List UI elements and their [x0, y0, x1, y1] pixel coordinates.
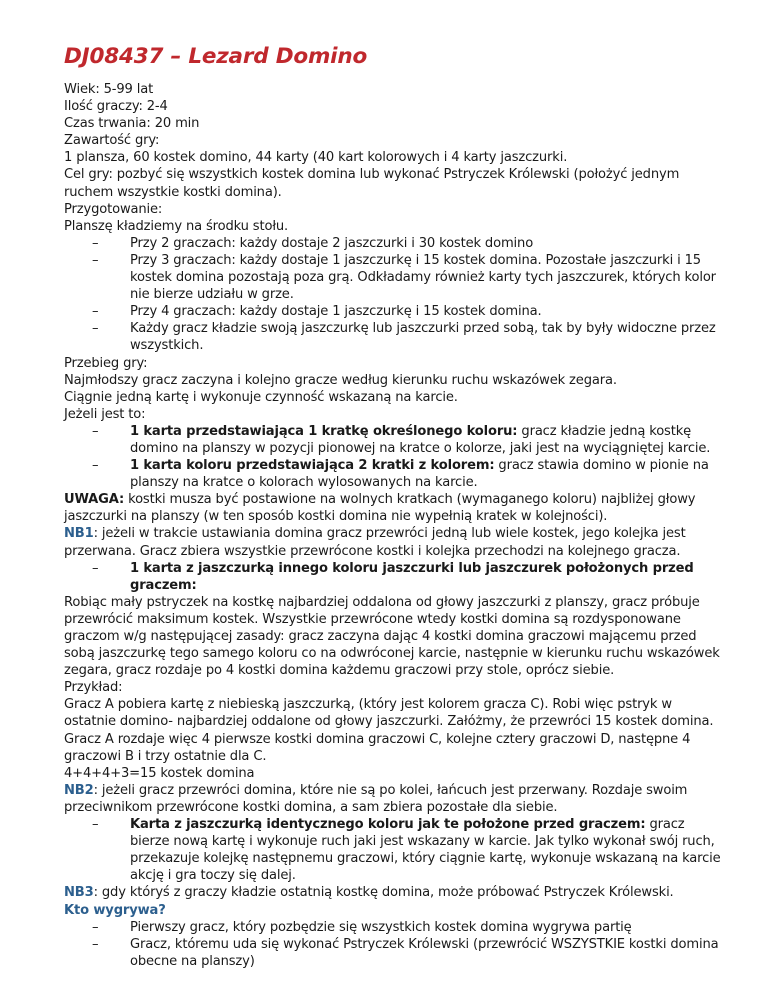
course-line-1: Najmłodszy gracz zaczyna i kolejno gracze według kierunku ruchu wskazówek zegara.	[64, 372, 617, 388]
example-text: Gracz A pobiera kartę z niebieską jaszczurką, (który jest kolorem gracza C). Robi więc pstryk w ostatnie domino- najbardziej oddalone od głowy jaszczurki. Załóżmy, że przewróci 15 kostek domina. Gracz A rozdaje więc 4 pierwsze kostki domina graczowi C, kolejne cztery graczowi D, następne 4 graczowi B i trzy ostatnie dla C.	[64, 697, 714, 764]
dash-bullet: –	[92, 304, 99, 320]
age-line: Wiek: 5-99 lat	[64, 82, 154, 97]
winner-label: Kto wygrywa?	[64, 902, 166, 918]
dash-bullet: –	[92, 560, 99, 576]
prep-label: Przygotowanie:	[64, 201, 163, 217]
case3-text: Robiąc mały pstryczek na kostkę najbardziej oddalona od głowy jaszczurki z planszy, gracz próbuje przewrócić maksimum kostek. Wszystkie przewrócone wtedy kostki domina są rozdysponowane graczom w/g następującej zasady: gracz zaczyna dając 4 kostki domina graczowi mającemu przed sobą jaszczurkę tego samego koloru co na odwróconej karcie, następnie w kierunku ruchu wskazówek zegara, gracz rozdaje po 4 kostki domina każdemu graczowi przy stole, oprócz siebie.	[64, 594, 720, 679]
goal-line: Cel gry: pozbyć się wszystkich kostek domina lub wykonać Pstryczek Królewski (położyć jednym ruchem wszystkie kostki domina).	[64, 167, 680, 200]
prep-item: – Przy 4 graczach: każdy dostaje 1 jaszczurkę i 15 kostek domina.	[92, 304, 542, 320]
dash-bullet: –	[92, 321, 99, 337]
case-item: – 1 karta koloru przedstawiająca 2 kratki z kolorem: gracz stawia domino w pionie na planszy na kratce o kolorach wylosowanych na karcie.	[92, 458, 709, 491]
dash-bullet: –	[92, 252, 99, 268]
page-title: DJ08437 – Lezard Domino	[64, 44, 368, 69]
sum-line: 4+4+4+3=15 kostek domina	[64, 765, 255, 781]
winner-item: – Gracz, któremu uda się wykonać Pstryczek Królewski (przewrócić WSZYSTKIE kostki domina obecne na planszy)	[92, 936, 719, 969]
contents-label: Zawartość gry:	[64, 133, 160, 149]
case-item: – 1 karta przedstawiająca 1 kratkę określonego koloru: gracz kładzie jedną kostkę domino na planszy w pozycji pionowej na kratce o kolorze, jaki jest na wyciągniętej karcie.	[92, 423, 711, 456]
prep-item: – Przy 2 graczach: każdy dostaje 2 jaszczurki i 30 kostek domino	[92, 235, 534, 251]
players-line: Ilość graczy: 2-4	[64, 99, 168, 115]
uwaga-note: UWAGA: kostki musza być postawione na wolnych kratkach (wymaganego koloru) najbliżej głowy jaszczurki na planszy (w ten sposób kostki domina nie wypełnią kratek w kolejności).	[64, 492, 696, 525]
winner-item: – Pierwszy gracz, który pozbędzie się wszystkich kostek domina wygrywa partię	[92, 919, 632, 935]
dash-bullet: –	[92, 919, 99, 935]
prep-item: – Każdy gracz kładzie swoją jaszczurkę lub jaszczurki przed sobą, tak by były widoczne przez wszystkich.	[92, 321, 716, 354]
nb1-note: NB1: jeżeli w trakcie ustawiania domina gracz przewróci jedną lub wiele kostek, jego kolejka jest przerwana. Gracz zbiera wszystkie przewrócone kostki i kolejka przechodzi na kolejnego gracza.	[64, 526, 686, 559]
prep-intro: Planszę kładziemy na środku stołu.	[64, 218, 289, 234]
nb3-note: NB3: gdy któryś z graczy kładzie ostatnią kostkę domina, może próbować Pstryczek Królewski.	[64, 885, 674, 901]
nb2-note: NB2: jeżeli gracz przewróci domina, które nie są po kolei, łańcuch jest przerwany. Rozdaje swoim przeciwnikom przewrócone kostki domina, a sam zbiera pozostałe dla siebie.	[64, 782, 688, 815]
course-label: Przebieg gry:	[64, 355, 148, 371]
example-label: Przykład:	[64, 680, 123, 696]
dash-bullet: –	[92, 458, 99, 474]
dash-bullet: –	[92, 423, 99, 439]
dash-bullet: –	[92, 235, 99, 251]
dash-bullet: –	[92, 817, 99, 833]
case-item: – Karta z jaszczurką identycznego koloru jak te położone przed graczem: gracz bierze nową kartę i wykonuje ruch jaki jest wskazany w karcie. Jak tylko wykonał swój ruch, przekazuje kolejkę następnemu graczowi, który ciągnie kartę, wykonuje wskazaną na karcie akcję i gra toczy się dalej.	[92, 817, 721, 884]
document-page	[64, 44, 724, 970]
contents-line: 1 plansza, 60 kostek domino, 44 karty (40 kart kolorowych i 4 karty jaszczurki.	[64, 150, 568, 166]
dash-bullet: –	[92, 936, 99, 952]
case-item: – 1 karta z jaszczurką innego koloru jaszczurki lub jaszczurek położonych przed graczem:	[92, 560, 694, 593]
if-label: Jeżeli jest to:	[64, 406, 146, 422]
document-body	[64, 81, 724, 970]
time-line: Czas trwania: 20 min	[64, 116, 200, 132]
prep-item: – Przy 3 graczach: każdy dostaje 1 jaszczurkę i 15 kostek domina. Pozostałe jaszczurki i 15 kostek domina pozostają poza grą. Odkładamy również karty tych jaszczurek, których kolor nie bierze udziału w grze.	[92, 252, 716, 303]
course-line-2: Ciągnie jedną kartę i wykonuje czynność wskazaną na karcie.	[64, 389, 458, 405]
